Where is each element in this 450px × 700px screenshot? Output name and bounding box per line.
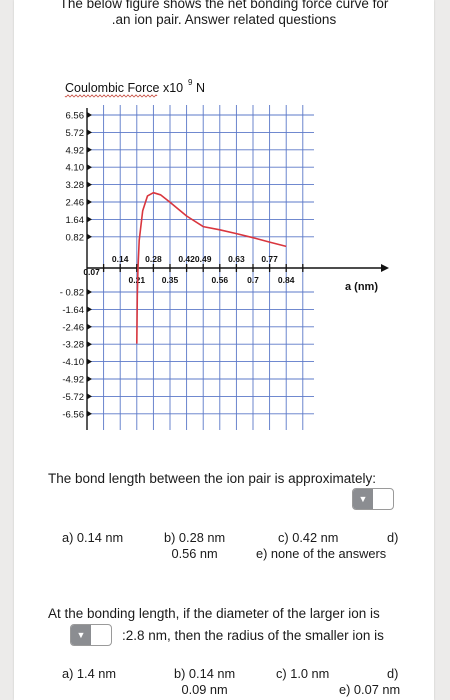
y-tick [87,376,92,382]
q2-option-e[interactable]: e) 0.07 nm [339,682,401,697]
chevron-down-icon: ▼ [71,625,91,645]
title-underline [65,95,157,97]
q2-option-b-line1: b) 0.14 nm [174,666,236,681]
x-tick-label-below: 0.7 [247,275,259,285]
x-tick-label-above: 0.63 [228,254,245,264]
y-tick [87,411,92,417]
y-tick-label: 5.72 [65,127,84,139]
q1-option-e[interactable]: e) none of the answers [256,546,387,561]
y-tick [87,216,92,222]
q1-option-b-line2: 0.56 nm [171,546,218,561]
x-tick-label-above: 0.28 [145,254,162,264]
chart-title: Coulombic Force x10 [65,81,184,95]
x-axis-label: a (nm) [345,281,378,293]
x-tick-label-above: 0.77 [261,254,278,264]
y-tick-label: -2.46 [62,322,84,334]
y-tick [87,324,92,330]
q1-option-c[interactable]: c) 0.42 nm [278,530,339,545]
q2-option-c[interactable]: c) 1.0 nm [276,666,330,681]
y-tick-label: -4.92 [62,374,84,386]
q1-option-a[interactable]: a) 0.14 nm [62,530,124,545]
x-tick-label-above: 0.42 [178,254,195,264]
y-tick-label: -5.72 [62,391,84,403]
x-axis-arrow [381,264,389,272]
x-tick-label-below: 0.21 [128,275,146,285]
y-tick [87,182,92,188]
y-tick-label: 4.10 [65,162,84,174]
y-tick-label: -1.64 [62,304,84,316]
y-tick-label: -6.56 [62,409,84,421]
y-tick-label: 6.56 [65,110,84,122]
y-tick-label: 1.64 [65,214,84,226]
y-tick-label: -4.10 [62,357,84,369]
q1-option-b[interactable] [164,530,225,562]
y-tick [87,289,92,295]
q2-option-a[interactable]: a) 1.4 nm [62,666,117,681]
y-tick-label: 4.92 [65,145,84,157]
y-tick-label: -3.28 [62,339,84,351]
x-tick-label-above: 0.14 [111,254,129,264]
chart-svg [14,70,434,440]
y-tick [87,359,92,365]
x-tick-label-below: 0.35 [161,275,179,285]
y-tick-label: 2.46 [65,197,84,209]
q2-option-b[interactable] [174,666,235,698]
y-tick [87,147,92,153]
question-1-text: The bond length between the ion pair is approximately: [48,471,376,486]
y-tick [87,393,92,399]
y-tick-label: 3.28 [65,180,84,192]
x-tick-label-above: 0.49 [194,254,212,264]
q2-option-b-line2: 0.09 nm [181,682,228,697]
y-tick-label: - 0.82 [59,287,84,299]
chart-title-exponent: 9 [188,78,193,87]
y-tick [87,341,92,347]
question-card [14,0,434,700]
y-tick-label: 0.82 [65,232,84,244]
intro-line-1: The below figure shows the net bonding force curve for [59,0,389,11]
y-tick [87,112,92,118]
chevron-down-icon: ▼ [353,489,373,509]
intro-text [14,0,434,28]
question-2-dropdown[interactable] [70,624,112,646]
force-curve-chart [14,70,434,440]
q1-option-d[interactable]: d) [387,530,399,545]
question-2-line-1: At the bonding length, if the diameter of the larger ion is [48,606,380,621]
x-tick-label-below: 0.56 [211,275,229,285]
y-tick [87,129,92,135]
q2-option-d[interactable]: d) [387,666,399,681]
y-tick [87,164,92,170]
y-tick [87,199,92,205]
x-tick-label-below: 0.07 [83,267,100,277]
intro-line-2: .an ion pair. Answer related questions [111,12,337,27]
y-tick [87,306,92,312]
question-2-line-2: :2.8 nm, then the radius of the smaller ion is [122,628,384,643]
question-1-dropdown[interactable] [352,488,394,510]
chart-title-unit: N [196,81,206,95]
y-tick [87,234,92,240]
q1-option-b-line1: b) 0.28 nm [164,530,226,545]
x-tick-label-below: 0.84 [277,275,295,285]
